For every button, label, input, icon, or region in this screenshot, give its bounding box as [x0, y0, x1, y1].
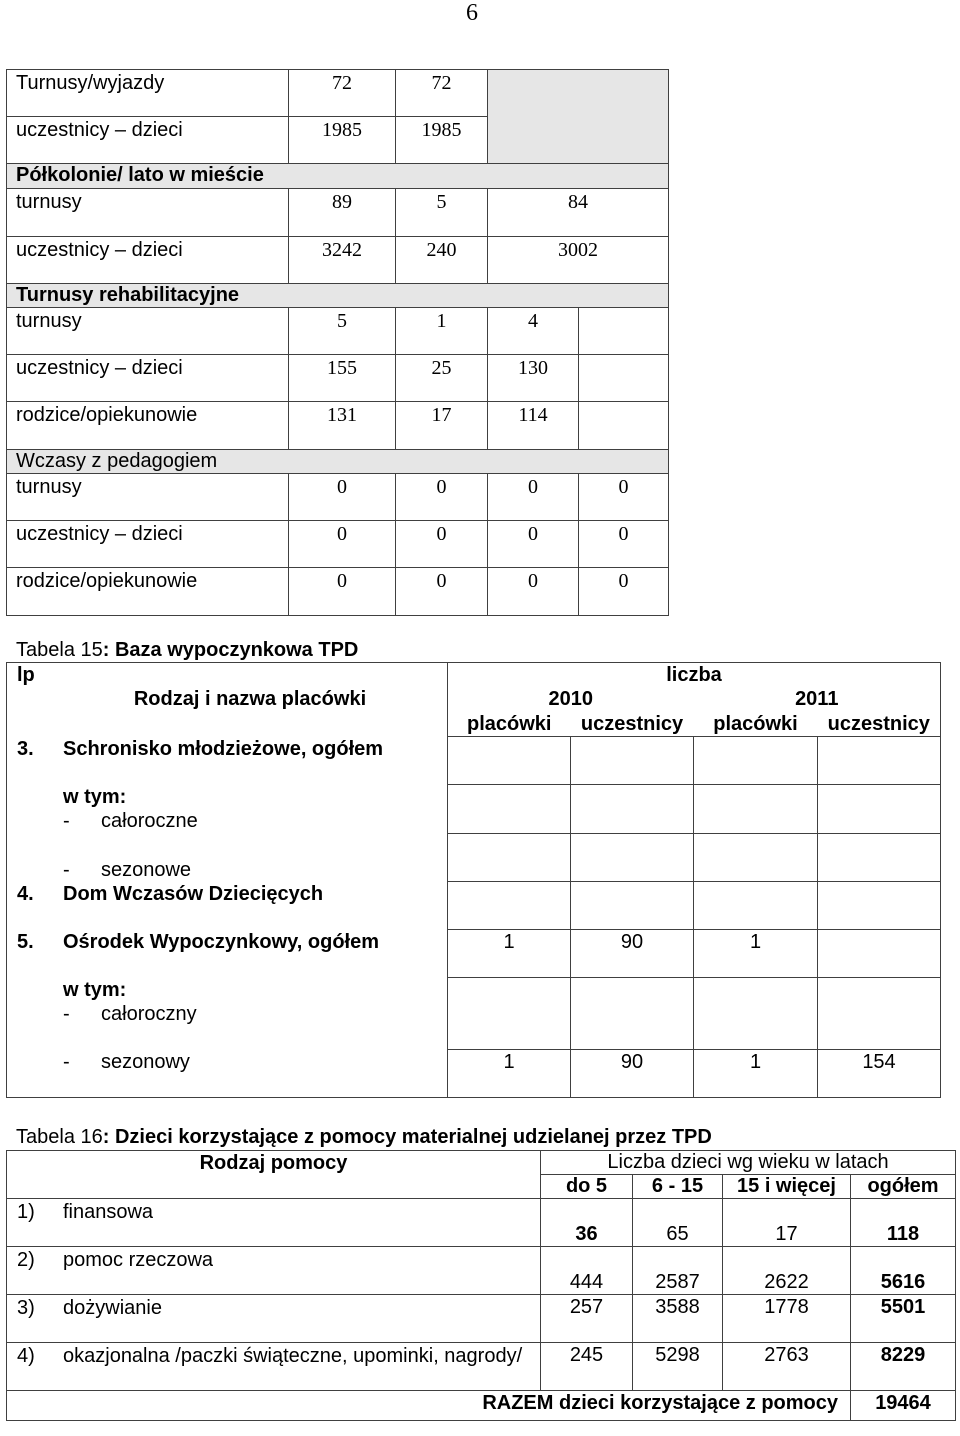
cell-value: 257 [541, 1295, 633, 1343]
section-header: Turnusy rehabilitacyjne [7, 284, 669, 308]
row-number: 2) [17, 1249, 35, 1271]
empty-cell [818, 930, 941, 978]
row-number: 4) [17, 1345, 35, 1367]
cell-value: 2622 [723, 1247, 851, 1295]
table-row [7, 1050, 941, 1098]
caption-number: Tabela 16 [16, 1126, 103, 1148]
empty-cell [818, 882, 941, 930]
cell-value: 84 [488, 189, 669, 237]
row-text: finansowa [63, 1201, 154, 1223]
header-col: 6 - 15 [633, 1175, 723, 1199]
holiday-stays-table [6, 69, 669, 616]
cell-value: 0 [396, 521, 488, 568]
table-15-caption [16, 638, 358, 662]
table-row [7, 474, 669, 521]
row-dash: - [63, 858, 70, 881]
row-dash: - [63, 1050, 70, 1073]
cell-value: 17 [396, 402, 488, 450]
empty-cell [448, 834, 571, 882]
caption-title: : Dzieci korzystające z pomocy materialnej udzielanej przez TPD [102, 1126, 712, 1148]
row-lp: 3. [17, 737, 34, 760]
cell-value: 0 [579, 568, 669, 616]
page-number: 6 [466, 0, 478, 26]
empty-cell [694, 978, 818, 1050]
cell-value: 3242 [289, 237, 396, 284]
section-row [7, 450, 669, 474]
row-text: całoroczny [101, 1002, 197, 1025]
cell-value: 89 [289, 189, 396, 237]
row-subheading: w tym: [63, 978, 127, 1001]
header-age-group: Liczba dzieci wg wieku w latach [541, 1151, 956, 1175]
cell-value: 0 [289, 521, 396, 568]
row-dash: - [63, 1002, 70, 1025]
header-subcol: placówki [448, 712, 571, 737]
cell-value: 130 [488, 355, 579, 402]
cell-value: 0 [579, 521, 669, 568]
cell-value: 0 [488, 474, 579, 521]
cell-value: 5 [289, 308, 396, 355]
table-row [7, 834, 941, 882]
empty-cell [694, 882, 818, 930]
row-name: Ośrodek Wypoczynkowy, ogółem [63, 930, 379, 953]
empty-cell [571, 882, 694, 930]
empty-cell [571, 978, 694, 1050]
empty-cell [571, 834, 694, 882]
cell-value: 1 [396, 308, 488, 355]
cell-value: 1 [694, 930, 818, 978]
cell-value: 3588 [633, 1295, 723, 1343]
row-label: uczestnicy – dzieci [7, 355, 289, 402]
header-year: 2010 [548, 687, 593, 710]
row-label: turnusy [7, 474, 289, 521]
row-dash: - [63, 809, 70, 832]
header-facility-name: Rodzaj i nazwa placówki [133, 688, 367, 710]
table-row [7, 785, 941, 834]
cell-value: 0 [488, 521, 579, 568]
row-text: sezonowe [101, 858, 192, 881]
row-item [17, 1002, 447, 1026]
empty-cell [448, 978, 571, 1050]
cell-value: 0 [396, 568, 488, 616]
table-row [7, 1295, 956, 1343]
shaded-cell [488, 70, 669, 164]
table-row [7, 930, 941, 978]
cell-value: 36 [541, 1199, 633, 1247]
row-number: 1) [17, 1201, 35, 1223]
table-row [7, 402, 669, 450]
row-label [7, 882, 448, 930]
row-label [7, 737, 448, 785]
table-row [7, 1343, 956, 1391]
table-row [7, 189, 669, 237]
cell-value: 114 [488, 402, 579, 450]
row-label [7, 1295, 541, 1343]
cell-value: 240 [396, 237, 488, 284]
caption-number: Tabela 15 [16, 639, 103, 661]
cell-value: 1 [694, 1050, 818, 1098]
row-number: 3) [17, 1297, 35, 1319]
cell-value: 2587 [633, 1247, 723, 1295]
table-row [7, 737, 941, 785]
cell-value: 1 [448, 930, 571, 978]
row-label: Turnusy/wyjazdy [7, 70, 289, 117]
row-name: Dom Wczasów Dziecięcych [63, 882, 324, 905]
empty-cell [579, 402, 669, 450]
total-value: 19464 [851, 1391, 956, 1421]
empty-cell [448, 737, 571, 785]
cell-total: 8229 [851, 1343, 956, 1391]
cell-total: 118 [851, 1199, 956, 1247]
row-name: Schronisko młodzieżowe, ogółem [63, 737, 384, 760]
section-row [7, 284, 669, 308]
empty-cell [818, 978, 941, 1050]
cell-value: 444 [541, 1247, 633, 1295]
row-text: okazjonalna /paczki świąteczne, upominki, nagrody/ [63, 1345, 523, 1367]
table-row [7, 308, 669, 355]
table-row [7, 978, 941, 1050]
header-aid-type: Rodzaj pomocy [7, 1151, 541, 1199]
empty-cell [694, 785, 818, 834]
row-item [17, 1050, 447, 1074]
table-row [7, 237, 669, 284]
empty-cell [818, 785, 941, 834]
row-label [7, 1247, 541, 1295]
total-row [7, 1391, 956, 1421]
cell-value: 245 [541, 1343, 633, 1391]
row-lp: 4. [17, 882, 34, 905]
row-label [7, 834, 448, 882]
header-count: liczba [448, 663, 941, 688]
header-subcol: uczestnicy [571, 712, 694, 737]
row-label [7, 785, 448, 834]
header-row [7, 663, 941, 688]
header-col: 15 i więcej [723, 1175, 851, 1199]
cell-value: 72 [289, 70, 396, 117]
cell-value: 25 [396, 355, 488, 402]
row-label: turnusy [7, 308, 289, 355]
cell-value: 1985 [289, 117, 396, 164]
empty-cell [579, 308, 669, 355]
table-row [7, 355, 669, 402]
empty-cell [448, 882, 571, 930]
cell-value: 0 [579, 474, 669, 521]
row-label: rodzice/opiekunowie [7, 402, 289, 450]
table-row [7, 1199, 956, 1247]
row-label [7, 1199, 541, 1247]
header-col: ogółem [851, 1175, 956, 1199]
cell-value: 0 [396, 474, 488, 521]
row-text: całoroczne [101, 809, 198, 832]
table-row [7, 882, 941, 930]
cell-value: 154 [818, 1050, 941, 1098]
section-header: Wczasy z pedagogiem [7, 450, 669, 474]
section-header: Półkolonie/ lato w mieście [7, 164, 669, 189]
cell-value: 155 [289, 355, 396, 402]
row-label [7, 930, 448, 978]
row-item [17, 809, 447, 833]
empty-cell [818, 737, 941, 785]
cell-value: 90 [571, 930, 694, 978]
empty-cell [448, 785, 571, 834]
row-subheading: w tym: [63, 785, 127, 808]
row-text: pomoc rzeczowa [63, 1249, 214, 1271]
table-16-caption [16, 1125, 712, 1149]
header-subcol: placówki [694, 712, 818, 737]
header-name-cell [7, 663, 448, 737]
table-row [7, 70, 669, 117]
cell-value: 2763 [723, 1343, 851, 1391]
total-label: RAZEM dzieci korzystające z pomocy [7, 1391, 851, 1421]
cell-value: 90 [571, 1050, 694, 1098]
empty-cell [818, 834, 941, 882]
header-col: do 5 [541, 1175, 633, 1199]
empty-cell [694, 737, 818, 785]
cell-value: 72 [396, 70, 488, 117]
holiday-facilities-table [6, 662, 941, 1098]
row-label: uczestnicy – dzieci [7, 521, 289, 568]
row-label: uczestnicy – dzieci [7, 117, 289, 164]
cell-value: 3002 [488, 237, 669, 284]
cell-total: 5616 [851, 1247, 956, 1295]
section-row [7, 164, 669, 189]
cell-value: 0 [488, 568, 579, 616]
header-row [7, 1151, 956, 1175]
cell-value: 17 [723, 1199, 851, 1247]
row-label: uczestnicy – dzieci [7, 237, 289, 284]
empty-cell [571, 785, 694, 834]
caption-title: : Baza wypoczynkowa TPD [102, 639, 359, 661]
empty-cell [579, 355, 669, 402]
header-subcol: uczestnicy [818, 712, 941, 737]
row-label: turnusy [7, 189, 289, 237]
empty-cell [694, 834, 818, 882]
row-label [7, 1050, 448, 1098]
empty-cell [571, 737, 694, 785]
table-row [7, 521, 669, 568]
table-row [7, 568, 669, 616]
cell-value: 131 [289, 402, 396, 450]
row-label [7, 1343, 541, 1391]
row-lp: 5. [17, 930, 34, 953]
header-year: 2011 [694, 688, 941, 712]
cell-value: 5298 [633, 1343, 723, 1391]
cell-value: 1985 [396, 117, 488, 164]
cell-value: 1778 [723, 1295, 851, 1343]
row-text: sezonowy [101, 1050, 190, 1073]
material-aid-table [6, 1150, 956, 1421]
cell-value: 65 [633, 1199, 723, 1247]
row-text: dożywianie [63, 1297, 162, 1319]
cell-value: 1 [448, 1050, 571, 1098]
cell-total: 5501 [851, 1295, 956, 1343]
cell-value: 0 [289, 568, 396, 616]
row-label [7, 978, 448, 1050]
cell-value: 0 [289, 474, 396, 521]
header-lp: lp [17, 664, 35, 686]
cell-value: 4 [488, 308, 579, 355]
row-label: rodzice/opiekunowie [7, 568, 289, 616]
table-row [7, 1247, 956, 1295]
row-item [17, 858, 447, 882]
cell-value: 5 [396, 189, 488, 237]
